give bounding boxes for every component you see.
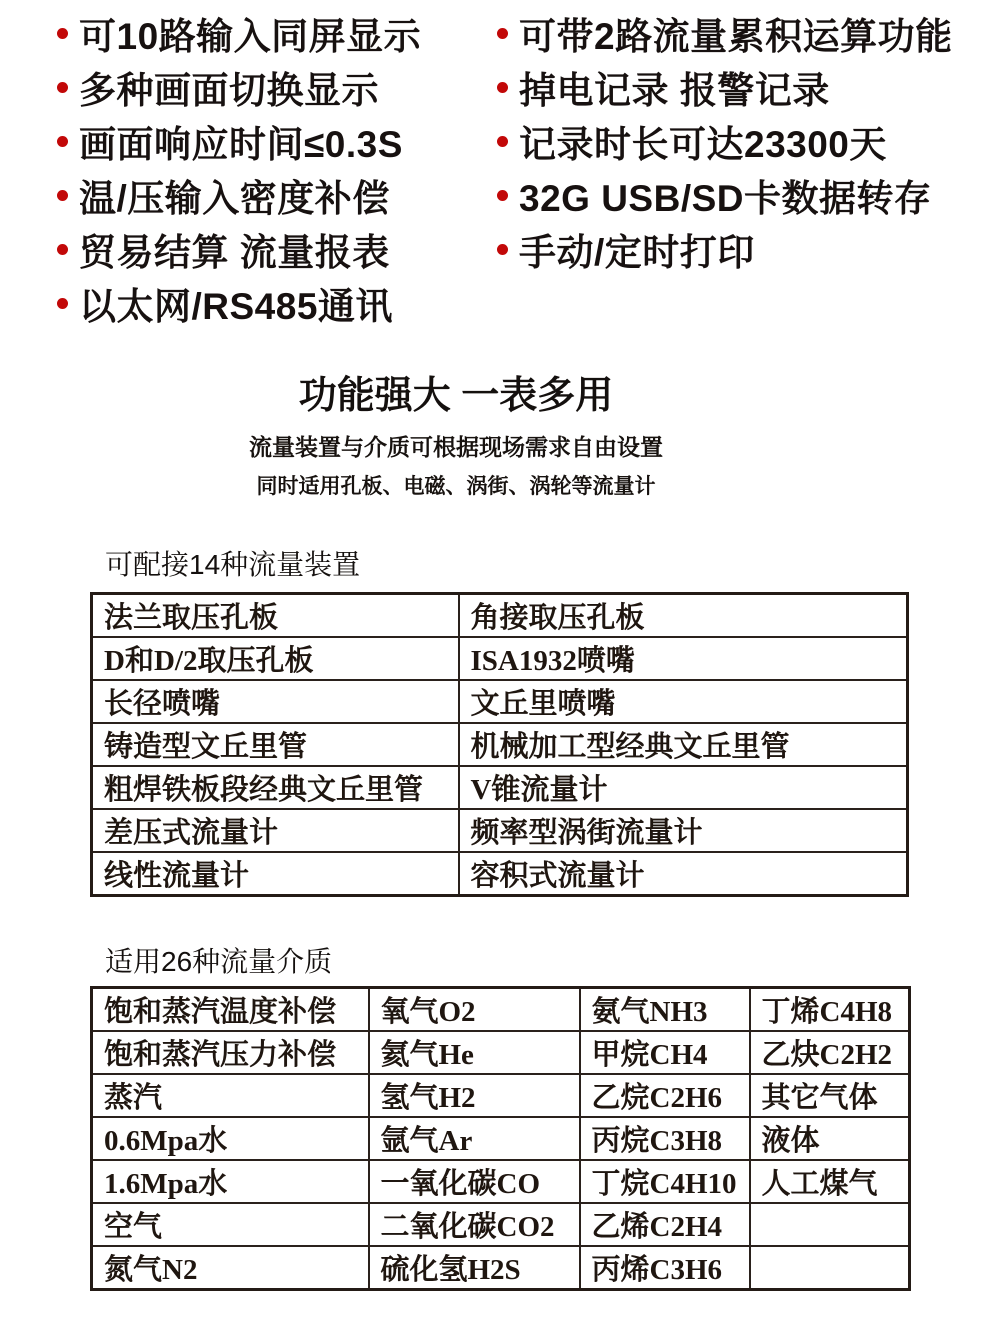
feature-item [497, 60, 953, 114]
feature-item [497, 168, 953, 222]
bullet-icon [57, 28, 68, 39]
feature-item [497, 114, 953, 168]
media-cell: 丁烷C4H10 [580, 1160, 750, 1203]
feature-label: 温/压输入密度补偿 [79, 178, 390, 219]
media-cell [750, 1203, 910, 1246]
media-cell: 1.6Mpa水 [92, 1160, 369, 1203]
feature-label: 手动/定时打印 [519, 232, 755, 273]
feature-label: 可10路输入同屏显示 [79, 16, 422, 57]
media-table-heading: 适用26种流量介质 [105, 946, 333, 977]
media-cell: 氦气He [369, 1031, 580, 1074]
page-subtitle-2: 同时适用孔板、电磁、涡街、涡轮等流量计 [256, 475, 656, 498]
table-row [92, 1160, 910, 1203]
feature-list-left [57, 6, 421, 330]
bullet-icon [497, 190, 508, 201]
table-row [92, 766, 908, 809]
media-cell: 氮气N2 [92, 1246, 369, 1290]
media-cell: 其它气体 [750, 1074, 910, 1117]
media-cell: 饱和蒸汽压力补偿 [92, 1031, 369, 1074]
feature-item [57, 6, 421, 60]
media-cell: 乙烷C2H6 [580, 1074, 750, 1117]
media-table [90, 986, 911, 1291]
device-cell: D和D/2取压孔板 [92, 637, 459, 680]
devices-table-heading: 可配接14种流量装置 [105, 549, 361, 580]
media-cell: 0.6Mpa水 [92, 1117, 369, 1160]
device-cell: 机械加工型经典文丘里管 [459, 723, 908, 766]
table-row [92, 637, 908, 680]
table-row [92, 852, 908, 896]
media-cell: 饱和蒸汽温度补偿 [92, 988, 369, 1032]
bullet-icon [497, 82, 508, 93]
media-cell: 丙烷C3H8 [580, 1117, 750, 1160]
feature-label: 可带2路流量累积运算功能 [519, 16, 953, 57]
media-cell: 氢气H2 [369, 1074, 580, 1117]
bullet-icon [57, 244, 68, 255]
table-row [92, 680, 908, 723]
media-cell: 丁烯C4H8 [750, 988, 910, 1032]
device-cell: 线性流量计 [92, 852, 459, 896]
media-cell: 乙炔C2H2 [750, 1031, 910, 1074]
page-title: 功能强大 一表多用 [298, 375, 614, 417]
bullet-icon [497, 28, 508, 39]
device-cell: 差压式流量计 [92, 809, 459, 852]
media-cell: 蒸汽 [92, 1074, 369, 1117]
feature-item [57, 276, 421, 330]
feature-item [57, 60, 421, 114]
device-cell: 铸造型文丘里管 [92, 723, 459, 766]
media-cell [750, 1246, 910, 1290]
devices-table [90, 592, 909, 897]
device-cell: 粗焊铁板段经典文丘里管 [92, 766, 459, 809]
feature-label: 以太网/RS485通讯 [79, 286, 393, 327]
media-cell: 人工煤气 [750, 1160, 910, 1203]
device-cell: 容积式流量计 [459, 852, 908, 896]
feature-label: 多种画面切换显示 [79, 70, 379, 111]
device-cell: 频率型涡街流量计 [459, 809, 908, 852]
feature-label: 32G USB/SD卡数据转存 [519, 178, 932, 219]
page-subtitle-1: 流量装置与介质可根据现场需求自由设置 [249, 434, 663, 460]
device-cell: 文丘里喷嘴 [459, 680, 908, 723]
media-cell: 氨气NH3 [580, 988, 750, 1032]
table-row [92, 988, 910, 1032]
media-cell: 甲烷CH4 [580, 1031, 750, 1074]
media-cell: 氩气Ar [369, 1117, 580, 1160]
table-row [92, 1074, 910, 1117]
device-cell: 法兰取压孔板 [92, 594, 459, 638]
bullet-icon [497, 136, 508, 147]
device-cell: V锥流量计 [459, 766, 908, 809]
bullet-icon [497, 244, 508, 255]
feature-label: 掉电记录 报警记录 [519, 70, 830, 111]
device-cell: 角接取压孔板 [459, 594, 908, 638]
media-cell: 丙烯C3H6 [580, 1246, 750, 1290]
feature-label: 贸易结算 流量报表 [79, 232, 390, 273]
media-cell: 乙烯C2H4 [580, 1203, 750, 1246]
bullet-icon [57, 136, 68, 147]
table-row [92, 723, 908, 766]
table-row [92, 1117, 910, 1160]
intro-block [0, 374, 912, 501]
media-cell: 硫化氢H2S [369, 1246, 580, 1290]
table-row [92, 594, 908, 638]
media-cell: 一氧化碳CO [369, 1160, 580, 1203]
media-cell: 空气 [92, 1203, 369, 1246]
media-cell: 氧气O2 [369, 988, 580, 1032]
device-cell: 长径喷嘴 [92, 680, 459, 723]
feature-item [497, 6, 953, 60]
table-row [92, 809, 908, 852]
feature-list-right [497, 6, 953, 276]
table-row [92, 1203, 910, 1246]
feature-item [57, 222, 421, 276]
bullet-icon [57, 82, 68, 93]
media-cell: 液体 [750, 1117, 910, 1160]
feature-item [497, 222, 953, 276]
device-cell: ISA1932喷嘴 [459, 637, 908, 680]
bullet-icon [57, 190, 68, 201]
table-row [92, 1031, 910, 1074]
feature-item [57, 168, 421, 222]
feature-label: 画面响应时间≤0.3S [79, 124, 403, 165]
table-row [92, 1246, 910, 1290]
media-cell: 二氧化碳CO2 [369, 1203, 580, 1246]
bullet-icon [57, 298, 68, 309]
feature-label: 记录时长可达23300天 [519, 124, 887, 165]
feature-item [57, 114, 421, 168]
